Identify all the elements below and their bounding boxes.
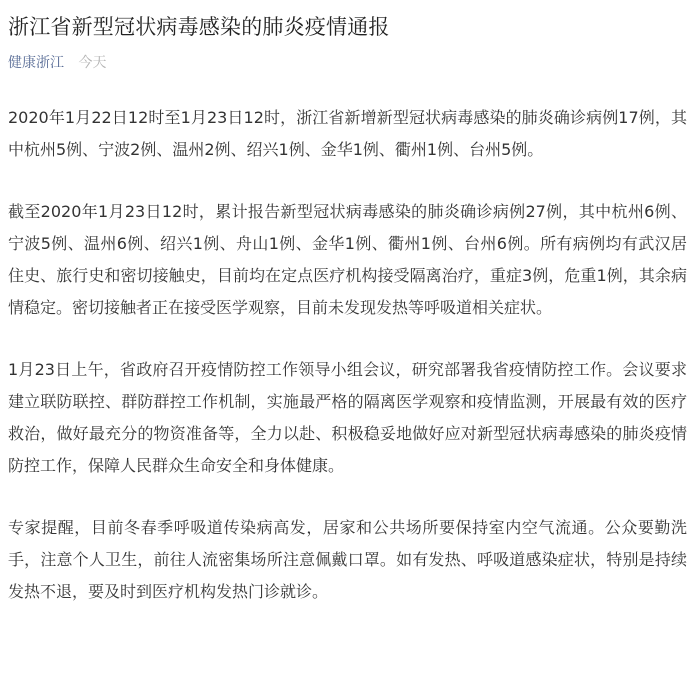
publish-date: 今天 bbox=[78, 55, 107, 71]
paragraph-expert-advice: 专家提醒，目前冬春季呼吸道传染病高发，居家和公共场所要保持室内空气流通。公众要勤洗手，注意个人卫生，前往人流密集场所注意佩戴口罩。如有发热、呼吸道感染症状，特别是持续发热不退，要及时到医疗机构发热门诊就诊。 bbox=[8, 518, 687, 601]
paragraph-new-cases: 2020年1月22日12时至1月23日12时，浙江省新增新型冠状病毒感染的肺炎确诊病例17例，其中杭州5例、宁波2例、温州2例、绍兴1例、金华1例、衢州1例、台州5例。 bbox=[8, 108, 687, 159]
paragraph-government-meeting: 1月23日上午，省政府召开疫情防控工作领导小组会议，研究部署我省疫情防控工作。会议要求建立联防联控、群防群控工作机制，实施最严格的隔离医学观察和疫情监测，开展最有效的医疗救治，做好最充分的物资准备等，全力以赴、积极稳妥地做好应对新型冠状病毒感染的肺炎疫情防控工作，保障人民群众生命安全和身体健康。 bbox=[8, 360, 687, 475]
article-title: 浙江省新型冠状病毒感染的肺炎疫情通报 bbox=[8, 15, 390, 39]
paragraph-cumulative-cases: 截至2020年1月23日12时，累计报告新型冠状病毒感染的肺炎确诊病例27例，其中杭州6例、宁波5例、温州6例、绍兴1例、舟山1例、金华1例、衢州1例、台州6例。所有病例均有武汉居住史、旅行史和密切接触史，目前均在定点医疗机构接受隔离治疗，重症3例，危重1例，其余病情稳定。密切接触者正在接受医学观察，目前未发现发热等呼吸道相关症状。 bbox=[8, 202, 687, 317]
article-meta bbox=[8, 52, 687, 74]
account-name-link[interactable]: 健康浙江 bbox=[8, 55, 64, 71]
article-content bbox=[8, 102, 687, 608]
